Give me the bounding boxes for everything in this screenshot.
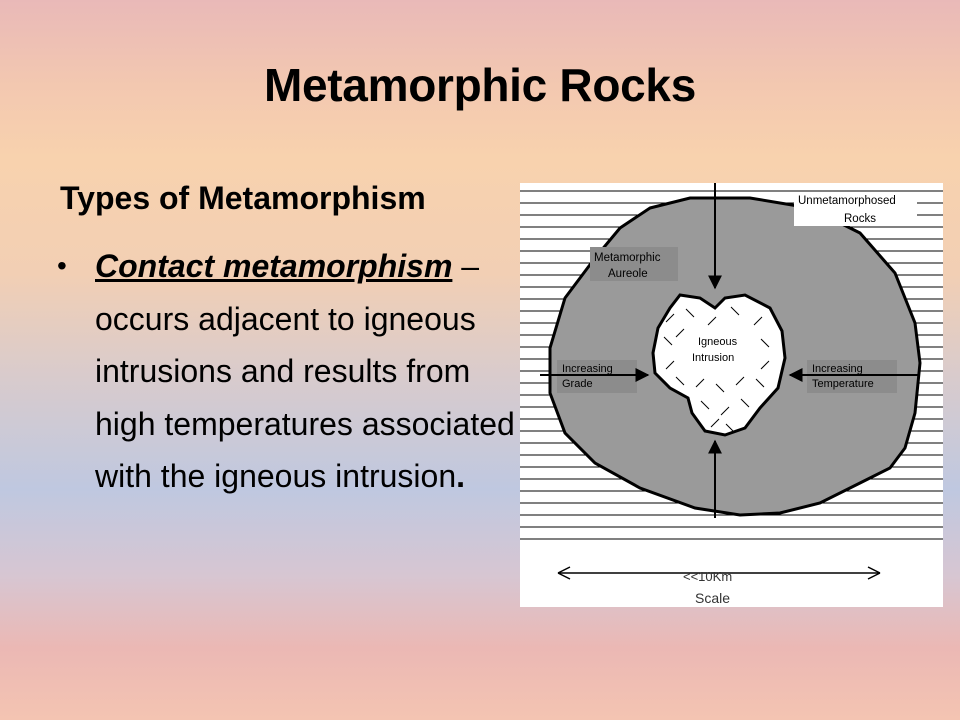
scale-value: <<10Km [683, 569, 733, 584]
grade-label-line1: Increasing [562, 363, 613, 375]
contact-metamorphism-diagram [520, 183, 943, 607]
bullet-text [95, 240, 515, 503]
intrusion-label-line1: Igneous [698, 336, 738, 348]
unmetamorphosed-label-line1: Unmetamorphosed [798, 195, 896, 207]
aureole-label-line2: Aureole [608, 268, 648, 280]
aureole-label-line1: Metamorphic [594, 252, 661, 264]
grade-label-line2: Grade [562, 378, 593, 390]
bullet-description: – occurs adjacent to igneous intrusions and results from high temperatures associated with the igneous intrusion [95, 248, 515, 494]
unmetamorphosed-label-line2: Rocks [844, 213, 876, 225]
bullet-marker: • [57, 250, 67, 281]
intrusion-label-line2: Intrusion [692, 352, 735, 364]
temperature-label-line2: Temperature [812, 378, 874, 390]
scale-label: Scale [695, 590, 731, 606]
temperature-label-line1: Increasing [812, 363, 863, 375]
bullet-period: . [456, 458, 465, 494]
bullet-term: Contact metamorphism [95, 248, 453, 284]
section-subheading: Types of Metamorphism [60, 180, 426, 216]
slide-title: Metamorphic Rocks [263, 59, 696, 111]
